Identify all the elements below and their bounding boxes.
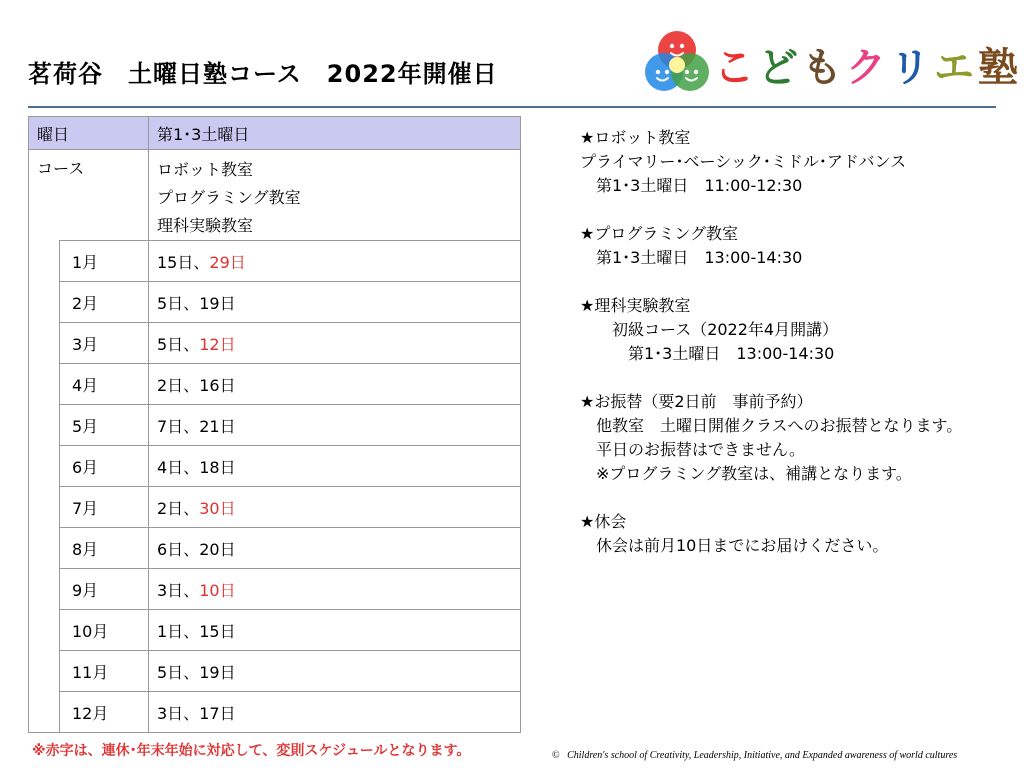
copyright (552, 750, 957, 761)
month-cell: 6月 (60, 446, 149, 487)
info-line: 他教室 土曜日開催クラスへのお振替となります。 (580, 416, 963, 435)
month-row (29, 610, 521, 651)
info-line: 休会は前月10日までにお届けください。 (580, 536, 889, 555)
day-label: 曜日 (29, 117, 149, 150)
date-first: 7日 (157, 416, 184, 436)
info-panel (580, 126, 1010, 582)
dates-cell (149, 692, 521, 733)
date-first: 2日 (157, 375, 184, 395)
month-row (29, 569, 521, 610)
month-cell: 8月 (60, 528, 149, 569)
date-second: 18日 (199, 457, 236, 477)
month-cell: 12月 (60, 692, 149, 733)
date-separator: 、 (193, 252, 210, 272)
date-separator: 、 (183, 416, 200, 436)
date-separator: 、 (183, 662, 200, 682)
info-section (580, 222, 1010, 270)
date-second: 30日 (199, 498, 236, 518)
course-label: コース (29, 150, 149, 241)
month-cell: 10月 (60, 610, 149, 651)
copyright-symbol: © (552, 750, 560, 761)
info-line: 第1･3土曜日 13:00-14:30 (580, 344, 835, 363)
dates-cell (149, 241, 521, 282)
month-cell: 9月 (60, 569, 149, 610)
date-second: 16日 (199, 375, 236, 395)
logo-char: も (802, 45, 846, 91)
month-cell: 2月 (60, 282, 149, 323)
row-indent (29, 487, 60, 528)
row-indent (29, 692, 60, 733)
date-first: 5日 (157, 334, 184, 354)
logo-char: 塾 (978, 45, 1022, 91)
date-separator: 、 (183, 457, 200, 477)
schedule-table (28, 116, 521, 733)
month-row (29, 528, 521, 569)
logo-circles-icon (640, 26, 714, 98)
month-cell: 3月 (60, 323, 149, 364)
dates-cell (149, 446, 521, 487)
row-indent (29, 241, 60, 282)
month-row (29, 241, 521, 282)
info-line: ※プログラミング教室は、補講となります。 (580, 464, 912, 483)
row-indent (29, 569, 60, 610)
info-line: ★お振替（要2日前 事前予約） (580, 392, 813, 411)
month-cell: 7月 (60, 487, 149, 528)
date-first: 6日 (157, 539, 184, 559)
month-cell: 11月 (60, 651, 149, 692)
dates-cell (149, 569, 521, 610)
info-line: ★ロボット教室 (580, 128, 691, 147)
date-second: 29日 (209, 252, 246, 272)
date-first: 3日 (157, 703, 184, 723)
course-item: プログラミング教室 (157, 188, 301, 207)
date-separator: 、 (183, 375, 200, 395)
info-line: 第1･3土曜日 13:00-14:30 (580, 248, 803, 267)
date-second: 12日 (199, 334, 236, 354)
date-first: 2日 (157, 498, 184, 518)
row-indent (29, 610, 60, 651)
page-title: 茗荷谷 土曜日塾コース 2022年開催日 (28, 60, 498, 88)
date-separator: 、 (183, 539, 200, 559)
title-divider (28, 106, 996, 108)
logo-char: ど (758, 45, 802, 91)
date-second: 15日 (199, 621, 236, 641)
month-cell: 4月 (60, 364, 149, 405)
month-row (29, 446, 521, 487)
course-row (29, 150, 521, 241)
info-line: 平日のお振替はできません。 (580, 440, 805, 459)
date-first: 3日 (157, 580, 184, 600)
schedule-header-row (29, 117, 521, 150)
info-line: ★休会 (580, 512, 627, 531)
date-separator: 、 (183, 498, 200, 518)
dates-cell (149, 364, 521, 405)
month-row (29, 282, 521, 323)
row-indent (29, 528, 60, 569)
date-second: 21日 (199, 416, 236, 436)
date-second: 17日 (199, 703, 236, 723)
date-second: 19日 (199, 293, 236, 313)
info-line: ★理科実験教室 (580, 296, 691, 315)
month-cell: 5月 (60, 405, 149, 446)
dates-cell (149, 528, 521, 569)
info-section (580, 510, 1010, 558)
month-cell: 1月 (60, 241, 149, 282)
info-line: 初級コース（2022年4月開講） (580, 320, 839, 339)
date-separator: 、 (183, 703, 200, 723)
dates-cell (149, 610, 521, 651)
date-first: 5日 (157, 662, 184, 682)
row-indent (29, 651, 60, 692)
dates-cell (149, 651, 521, 692)
date-first: 1日 (157, 621, 184, 641)
date-first: 15日 (157, 252, 194, 272)
info-section (580, 294, 1010, 366)
month-row (29, 405, 521, 446)
info-line: プライマリー･ベーシック･ミドル･アドバンス (580, 152, 907, 171)
info-section (580, 390, 1010, 486)
row-indent (29, 446, 60, 487)
row-indent (29, 364, 60, 405)
month-row (29, 323, 521, 364)
date-first: 5日 (157, 293, 184, 313)
logo-text (714, 36, 1022, 93)
month-row (29, 692, 521, 733)
dates-cell (149, 405, 521, 446)
month-row (29, 364, 521, 405)
info-section (580, 126, 1010, 198)
dates-cell (149, 487, 521, 528)
date-separator: 、 (183, 293, 200, 313)
logo-char: こ (714, 45, 758, 91)
dates-cell (149, 282, 521, 323)
row-indent (29, 282, 60, 323)
course-item: ロボット教室 (157, 160, 254, 179)
date-second: 10日 (199, 580, 236, 600)
row-indent (29, 405, 60, 446)
day-value: 第1･3土曜日 (149, 117, 521, 150)
date-separator: 、 (183, 621, 200, 641)
month-row (29, 487, 521, 528)
copyright-text: Children's school of Creativity, Leadership, Initiative, and Expanded awareness of world cultures (567, 750, 958, 761)
info-line: 第1･3土曜日 11:00-12:30 (580, 176, 803, 195)
logo-char: エ (934, 45, 978, 91)
logo (640, 26, 1022, 98)
logo-char: リ (890, 45, 934, 91)
course-item: 理科実験教室 (157, 216, 254, 235)
row-indent (29, 323, 60, 364)
date-first: 4日 (157, 457, 184, 477)
course-list (149, 150, 521, 241)
date-second: 19日 (199, 662, 236, 682)
date-separator: 、 (183, 334, 200, 354)
month-row (29, 651, 521, 692)
logo-char: ク (846, 45, 890, 91)
date-separator: 、 (183, 580, 200, 600)
footnote: ※赤字は、連休･年末年始に対応して、変則スケジュールとなります。 (32, 743, 471, 759)
date-second: 20日 (199, 539, 236, 559)
dates-cell (149, 323, 521, 364)
info-line: ★プログラミング教室 (580, 224, 739, 243)
